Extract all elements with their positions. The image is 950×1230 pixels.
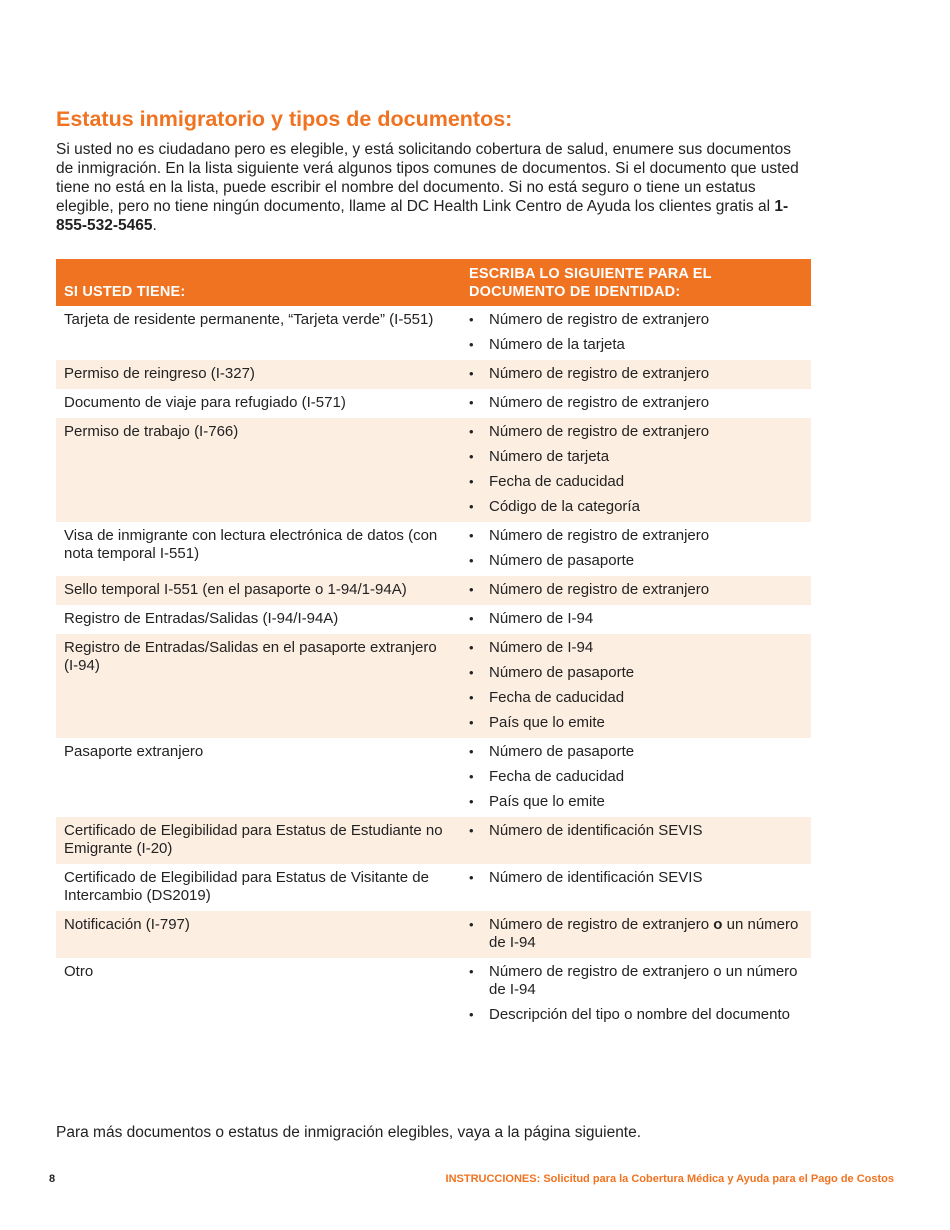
list-item-text: Número de registro de extranjero [489,916,714,933]
page-number: 8 [49,1173,56,1185]
bullet-icon: • [469,395,474,410]
list-item [469,793,803,811]
list-item-text: Número de registro de extranjero [489,581,710,598]
table-row [56,738,811,817]
table-row [56,418,811,522]
list-item [469,394,803,412]
list-item [469,423,803,441]
document-type-cell: Pasaporte extranjero [64,743,204,760]
document-type-cell: Certificado de Elegibilidad para Estatus de Visitante de Intercambio (DS2019) [64,869,429,904]
required-info-list [463,581,803,599]
required-info-list [463,639,803,732]
bullet-icon: • [469,870,474,885]
header-you-have: SI USTED TIENE: [56,259,455,306]
required-info-list [463,743,803,811]
required-info-list [463,963,803,1024]
table-row [56,605,811,634]
list-item-text: Número de registro de extranjero [489,423,710,440]
list-item [469,552,803,570]
list-item [469,822,803,840]
table-body [56,306,811,1030]
required-info-cell [455,306,811,360]
bullet-icon: • [469,794,474,809]
table-row [56,911,811,958]
document-type-cell: Notificación (I-797) [56,911,455,958]
help-center-name: Ayuda los clientes gratis [586,198,754,215]
bullet-icon: • [469,312,474,327]
bullet-icon: • [469,449,474,464]
required-info-cell [455,911,811,958]
list-item [469,689,803,707]
list-item [469,610,803,628]
list-item [469,639,803,657]
list-item-text: Fecha de caducidad [489,689,625,706]
required-info-cell [455,605,811,634]
required-info-list [463,394,803,412]
document-type-cell: Sello temporal I-551 (en el pasaporte o 1-94/1-94A) [56,576,455,605]
list-item [469,527,803,545]
list-item [469,869,803,887]
list-item-text: País que lo emite [489,793,605,810]
bullet-icon: • [469,474,474,489]
document-type-cell: Permiso de trabajo (I-766) [56,418,455,522]
intro-text: . [152,217,157,234]
list-item-text: Número de pasaporte [489,664,635,681]
bullet-icon: • [469,769,474,784]
table-header-row [56,259,811,306]
table-row [56,360,811,389]
bullet-icon: • [469,1007,474,1022]
intro-paragraph [56,140,801,235]
required-info-list [463,365,803,383]
bullet-icon: • [469,917,474,932]
bullet-icon: • [469,611,474,626]
list-item-text: Número de la tarjeta [489,336,625,353]
table-row [56,306,811,360]
list-item-text: Número de registro de extranjero [489,365,710,382]
list-item-text: País que lo emite [489,714,605,731]
list-item-text: Número de identificación SEVIS [489,822,703,839]
document-type-cell: Visa de inmigrante con lectura electrónica de datos (con nota temporal I-551) [64,527,438,562]
list-item-text: Número de registro de extranjero o un número de I-94 [489,963,798,998]
required-info-cell [455,817,811,864]
required-info-list [463,610,803,628]
list-item-text: Descripción del tipo o nombre del documento [489,1006,791,1023]
document-type-cell: Otro [64,963,94,980]
table-row [56,576,811,605]
required-info-list [463,527,803,570]
list-item-text: Número de I-94 [489,610,594,627]
table-row [56,634,811,738]
list-item-text: Número de registro de extranjero [489,527,710,544]
bullet-icon: • [469,715,474,730]
list-item [469,581,803,599]
list-item [469,365,803,383]
list-item-text: Fecha de caducidad [489,473,625,490]
bullet-icon: • [469,640,474,655]
required-info-list [463,869,803,887]
required-info-list [463,822,803,840]
list-item [469,743,803,761]
table-row [56,817,811,864]
bullet-icon: • [469,823,474,838]
required-info-list [463,423,803,516]
list-item [469,473,803,491]
bullet-icon: • [469,690,474,705]
bullet-icon: • [469,337,474,352]
org-name: DC Health Link [406,198,511,215]
next-page-note: Para más documentos o estatus de inmigración elegibles, vaya a la página siguiente. [56,1124,642,1141]
bullet-icon: • [469,744,474,759]
table-row [56,864,811,911]
list-item [469,664,803,682]
list-item-text: Fecha de caducidad [489,768,625,785]
list-item-text: un número de I-94 [489,916,799,951]
document-type-cell: Documento de viaje para refugiado (I-571) [64,394,346,411]
list-item [469,1006,803,1024]
documents-table [56,259,811,1030]
required-info-cell [455,418,811,522]
list-item-emphasis: o [713,916,723,933]
list-item-text: Código de la categoría [489,498,640,515]
header-write-following: ESCRIBA LO SIGUIENTE PARA EL DOCUMENTO DE IDENTIDAD: [455,259,811,306]
required-info-cell [455,958,811,1030]
bullet-icon: • [469,964,474,979]
list-item-text: Número de pasaporte [489,743,635,760]
intro-text: al [753,198,775,215]
list-item [469,963,803,999]
bullet-icon: • [469,424,474,439]
list-item-text: Número de registro de extranjero [489,311,710,328]
intro-text: Si usted no es ciudadano pero es elegible, y está solicitando cobertura de salud, enumere sus documentos de inmigración. En la lista siguiente verá algunos tipos comunes de documentos. Si el documento que usted tiene no está en la lista, puede escribir el nombre del documento. Si no está seguro o tiene un estatus elegible, pero no tiene ningún documento, llame al [56,141,799,215]
table-row [56,522,811,576]
required-info-cell [455,389,811,418]
footer-title: INSTRUCCIONES: Solicitud para la Cobertura Médica y Ayuda para el Pago de Costos [445,1173,894,1185]
list-item [469,336,803,354]
required-info-list [463,916,803,952]
page-title: Estatus inmigratorio y tipos de documentos: [56,107,513,131]
document-type-cell: Registro de Entradas/Salidas en el pasaporte extranjero (I-94) [56,634,455,738]
required-info-cell [455,522,811,576]
list-item-text: Número de registro de extranjero [489,394,710,411]
bullet-icon: • [469,665,474,680]
list-item [469,714,803,732]
required-info-cell [455,634,811,738]
list-item-text: Número de tarjeta [489,448,610,465]
bullet-icon: • [469,553,474,568]
bullet-icon: • [469,499,474,514]
list-item [469,448,803,466]
list-item-text: Número de I-94 [489,639,594,656]
list-item [469,311,803,329]
bullet-icon: • [469,366,474,381]
list-item-text: Número de pasaporte [489,552,635,569]
required-info-cell [455,576,811,605]
table-row [56,958,811,1030]
list-item [469,916,803,952]
phone-number: 1-855-532-5465 [56,198,789,234]
bullet-icon: • [469,582,474,597]
table-row [56,389,811,418]
list-item-text: Número de identificación SEVIS [489,869,703,886]
bullet-icon: • [469,528,474,543]
list-item [469,498,803,516]
required-info-list [463,311,803,354]
document-type-cell: Tarjeta de residente permanente, “Tarjeta verde” (I-551) [64,311,434,328]
required-info-cell [455,738,811,817]
document-type-cell: Permiso de reingreso (I-327) [56,360,455,389]
intro-text: Centro de [510,198,587,215]
document-type-cell: Registro de Entradas/Salidas (I-94/I-94A) [64,610,339,627]
document-type-cell: Certificado de Elegibilidad para Estatus de Estudiante no Emigrante (I-20) [56,817,455,864]
list-item [469,768,803,786]
required-info-cell [455,360,811,389]
required-info-cell [455,864,811,911]
